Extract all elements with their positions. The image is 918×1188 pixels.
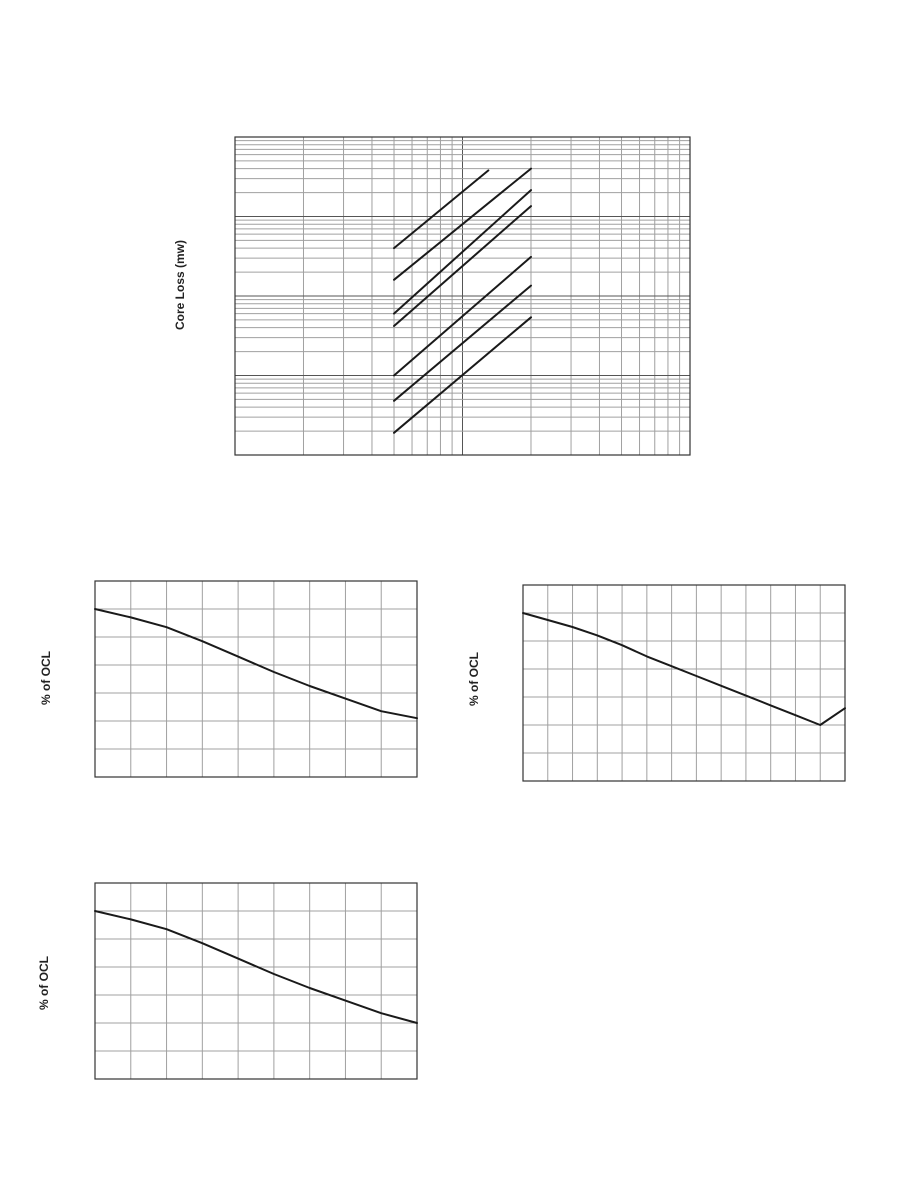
ocl-chart-1-ylabel: % of OCL <box>39 651 53 705</box>
ocl-chart-2-ylabel: % of OCL <box>467 652 481 706</box>
plot-frame <box>95 581 417 777</box>
ocl-chart-3 <box>37 883 417 1079</box>
plot-frame <box>523 585 845 781</box>
series-line-1 <box>394 170 488 248</box>
plot-frame <box>95 883 417 1079</box>
ocl-chart-1 <box>39 581 417 777</box>
ocl-chart-2 <box>467 585 845 781</box>
ocl-chart-3-ylabel: % of OCL <box>37 956 51 1010</box>
core-loss-ylabel: Core Loss (mw) <box>173 239 187 331</box>
series-line-1 <box>95 609 417 718</box>
core-loss-chart <box>173 137 690 455</box>
